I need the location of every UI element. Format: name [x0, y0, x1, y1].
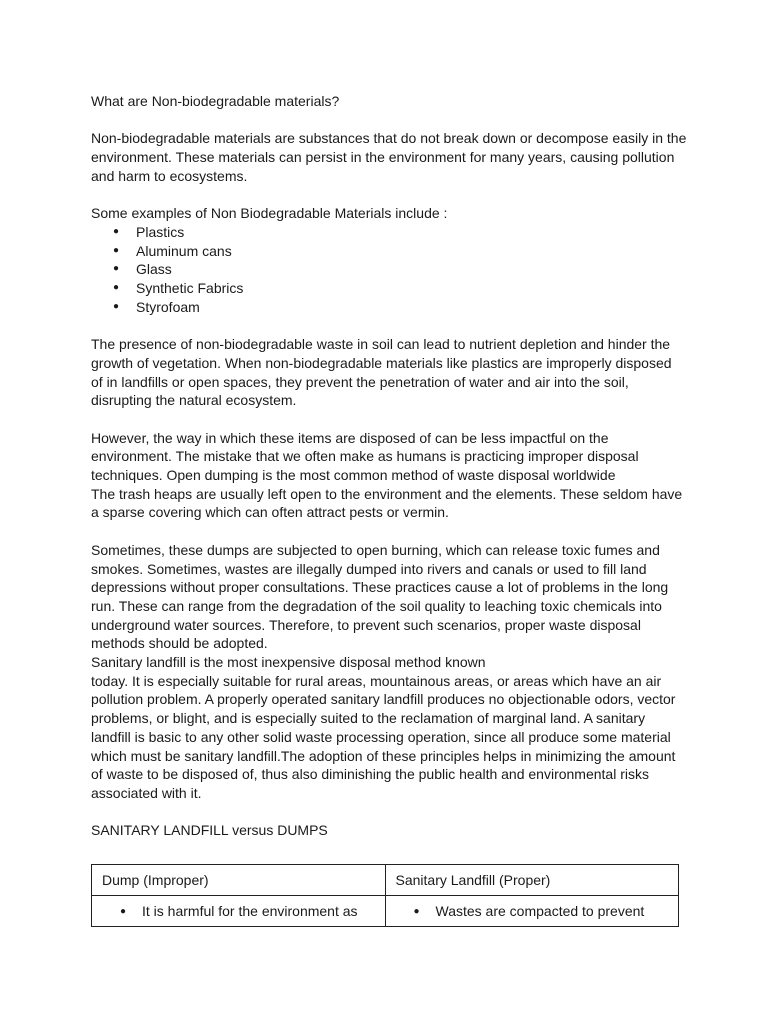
bullet-icon: ● — [113, 225, 120, 237]
soil-paragraph: The presence of non-biodegradable waste in soil can lead to nutrient depletion and hinder the growth of vegetation. When non-biodegradable materials like plastics are improperly disposed of in landfills or open spaces, they prevent the penetration of water and air into the soil, disrupting the natural ecosystem. — [91, 336, 672, 409]
trash-heaps-paragraph: The trash heaps are usually left open to the environment and the elements. These seldom have a sparse covering which can often attract pests or vermin. — [91, 485, 683, 521]
document-heading: What are Non-biodegradable materials? — [91, 93, 340, 109]
intro-paragraph: Non-biodegradable materials are substances that do not break down or decompose easily in the environment. These materials can persist in the environment for many years, causing pollution and harm to ecosystems. — [91, 130, 687, 184]
table-cell: ● It is harmful for the environment as — [92, 896, 386, 927]
examples-intro: Some examples of Non Biodegradable Materials include : — [91, 205, 448, 222]
table-header-landfill: Sanitary Landfill (Proper) — [385, 865, 679, 896]
bullet-icon: ● — [413, 905, 420, 917]
bullet-icon: ● — [113, 244, 120, 256]
examples-list — [91, 223, 687, 317]
disposal-paragraph: However, the way in which these items are disposed of can be less impactful on the environment. The mistake that we often make as humans is practicing improper disposal techniques. Open dumping is the most common method of waste disposal worldwide — [91, 429, 639, 483]
sanitary-landfill-paragraph: today. It is especially suitable for rural areas, mountainous areas, or areas which have an air pollution problem. A properly operated sanitary landfill produces no objectionable odors, vector problems, or blight, and is especially suited to the reclamation of marginal land. A sanitary landfill is basic to any other solid waste processing operation, since all produce some material which must be sanitary landfill.The adoption of these principles helps in minimizing the amount of waste to be disposed of, thus also diminishing the public health and environmental risks associated with it. — [91, 672, 676, 801]
table-row — [92, 896, 679, 927]
table-header-row — [92, 865, 679, 896]
list-item: ● Aluminum cans — [113, 242, 232, 259]
list-item: ● Styrofoam — [113, 298, 200, 315]
sanitary-landfill-line: Sanitary landfill is the most inexpensive disposal method known — [91, 654, 486, 671]
bullet-icon: ● — [113, 263, 120, 275]
comparison-title: SANITARY LANDFILL versus DUMPS — [91, 822, 328, 839]
list-item: ● Glass — [113, 261, 172, 278]
comparison-table — [91, 864, 679, 927]
table-cell: ● Wastes are compacted to prevent — [385, 896, 679, 927]
table-header-dump: Dump (Improper) — [92, 865, 386, 896]
list-item: ● Synthetic Fabrics — [113, 280, 244, 296]
bullet-icon: ● — [120, 905, 127, 917]
document-body — [91, 92, 687, 840]
open-burning-paragraph: Sometimes, these dumps are subjected to open burning, which can release toxic fumes and smokes. Sometimes, wastes are illegally dumped into rivers and canals or used to fill land depressions without proper consultations. These practices cause a lot of problems in the long run. These can range from the degradation of the soil quality to leaching toxic chemicals into underground water sources. Therefore, to prevent such scenarios, proper waste disposal methods should be adopted. — [91, 541, 669, 652]
bullet-icon: ● — [113, 282, 120, 293]
list-item: ● Plastics — [113, 223, 185, 240]
bullet-icon: ● — [113, 300, 120, 312]
